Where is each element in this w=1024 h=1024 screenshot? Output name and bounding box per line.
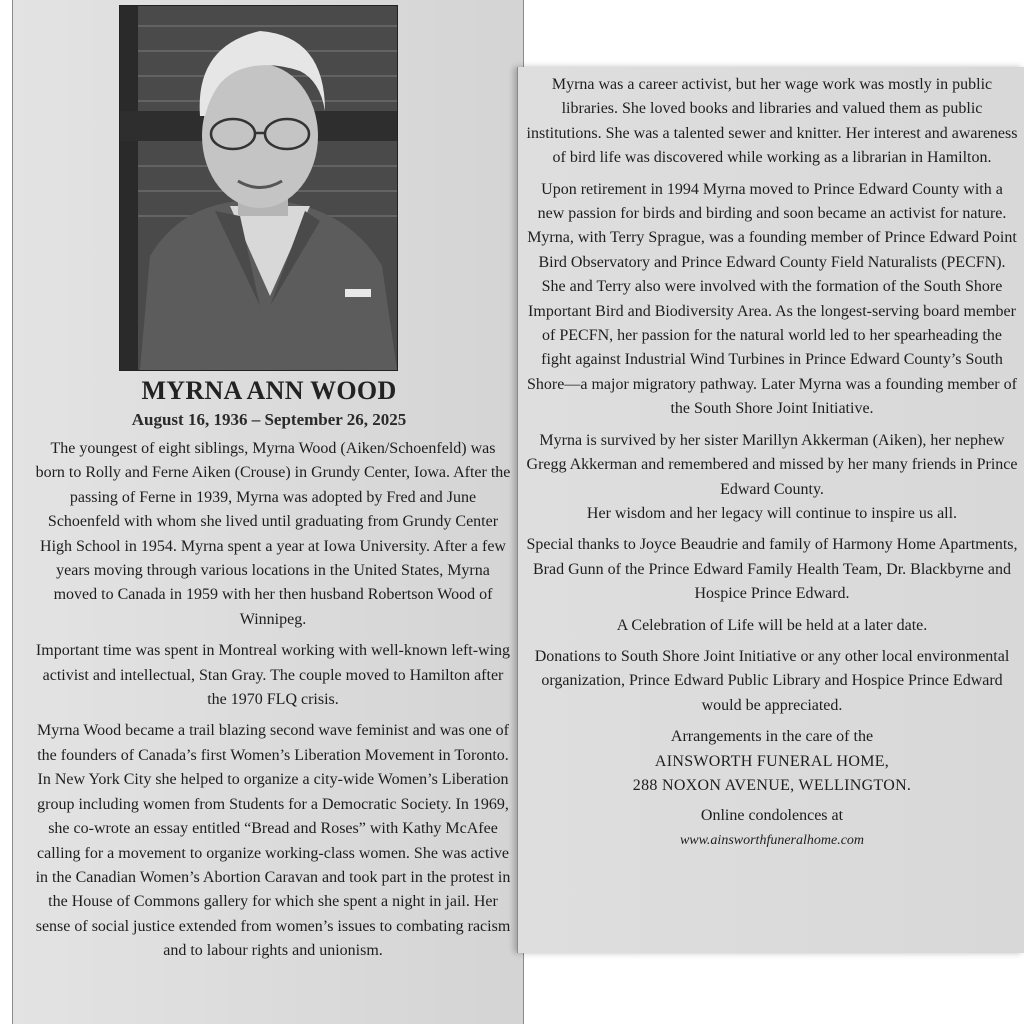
paragraph: Myrna Wood became a trail blazing second wave feminist and was one of the founders of Canada’s first Women’s Liberation Movement in Toronto. In New York City she helped to organize a city-wide Women’s Liberation group including women from Students for a Democratic Society. In 1969, she co-wrote an essay entitled “Bread and Roses” with Kathy McAfee calling for a movement to organize working-class women. She was active in the Canadian Women’s Abortion Caravan and took part in the protest in the House of Commons gallery for which she spent a night in jail. Her sense of social justice extended from women’s issues to combating racism and to labour rights and unionism. (35, 722, 511, 960)
condolences-intro: Online condolences at (700, 807, 844, 825)
portrait-photo (119, 5, 398, 371)
funeral-home-name: AINSWORTH FUNERAL HOME, (654, 752, 890, 770)
paragraph: Her wisdom and her legacy will continue to inspire us all. (586, 504, 958, 522)
arrangements-intro: Arrangements in the care of the (670, 728, 874, 746)
funeral-home-website: www.ainsworthfuneralhome.com (679, 832, 865, 848)
funeral-home-info (526, 725, 1018, 853)
paragraph: Special thanks to Joyce Beaudrie and family of Harmony Home Apartments, Brad Gunn of the Prince Edward Family Health Team, Dr. Blackbyrne and Hospice Prince Edward. (526, 536, 1018, 603)
life-dates: August 16, 1936 – September 26, 2025 (131, 410, 407, 429)
paragraph: A Celebration of Life will be held at a later date. (616, 616, 928, 634)
paragraph: Myrna is survived by her sister Marillyn Akkerman (Aiken), her nephew Gregg Akkerman and remembered and missed by her many friends in Prince Edward County. (526, 431, 1018, 498)
funeral-home-address: 288 NOXON AVENUE, WELLINGTON. (632, 776, 912, 794)
obituary-right-text (526, 73, 1018, 853)
paragraph: Upon retirement in 1994 Myrna moved to Prince Edward County with a new passion for birds and birding and soon became an activist for nature. Myrna, with Terry Sprague, was a founding member of Prince Edward Point Bird Observatory and Prince Edward County Field Naturalists (PECFN). She and Terry also were involved with the formation of the South Shore Important Bird and Biodiversity Area. As the longest-serving board member of PECFN, her passion for the natural world led to her spearheading the fight against Industrial Wind Turbines in Prince Edward County’s South Shore—a major migratory pathway. Later Myrna was a founding member of the South Shore Joint Initiative. (527, 180, 1017, 418)
deceased-name: MYRNA ANN WOOD (141, 376, 397, 405)
paragraph: The youngest of eight siblings, Myrna Wood (Aiken/Schoenfeld) was born to Rolly and Ferne Aiken (Crouse) in Grundy Center, Iowa. After the passing of Ferne in 1939, Myrna was adopted by Fred and June Schoenfeld with whom she lived until graduating from Grundy Center High School in 1954. Myrna spent a year at Iowa University. After a few years moving through various locations in the United States, Myrna moved to Canada in 1959 with her then husband Robertson Wood of Winnipeg. (35, 440, 511, 628)
obituary-left-text (35, 437, 511, 971)
paragraph: Donations to South Shore Joint Initiative or any other local environmental organization, Prince Edward Public Library and Hospice Prince Edward would be appreciated. (534, 647, 1010, 714)
obituary-left-column (12, 0, 524, 1024)
paragraph: Important time was spent in Montreal working with well-known left-wing activist and intellectual, Stan Gray. The couple moved to Hamilton after the 1970 FLQ crisis. (35, 642, 511, 709)
paragraph: Myrna was a career activist, but her wage work was mostly in public libraries. She loved books and libraries and valued them as public institutions. She was a talented sewer and knitter. Her interest and awareness of bird life was discovered while working as a librarian in Hamilton. (526, 76, 1018, 167)
obituary-right-column (517, 67, 1024, 953)
portrait-image (120, 6, 397, 370)
